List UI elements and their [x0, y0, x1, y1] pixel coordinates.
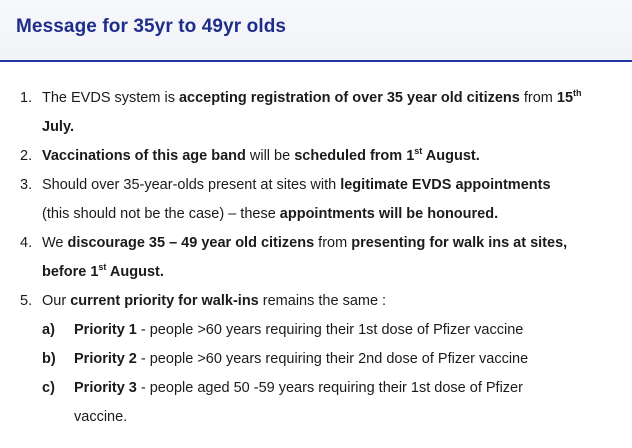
sub-letter: c) — [42, 380, 55, 396]
item-bold-text: appointments will be honoured. — [279, 206, 499, 222]
slide-title: Message for 35yr to 49yr olds — [16, 16, 287, 37]
item-bold-text: July. — [42, 119, 74, 135]
item-bold-text: August. — [422, 148, 480, 164]
list-number: 5. — [20, 293, 33, 309]
priority-text: - people >60 years requiring their 1st dose of Pfizer vaccine — [136, 322, 524, 338]
item-text: from — [519, 90, 557, 106]
item-bold-text: before 1 — [42, 264, 99, 280]
list-number: 4. — [20, 235, 33, 251]
ordinal-suffix: st — [98, 262, 107, 272]
ordinal-suffix: th — [573, 88, 582, 98]
list-number: 2. — [20, 148, 33, 164]
list-number: 3. — [20, 177, 33, 193]
item-text: will be — [245, 148, 295, 164]
item-bold-text: presenting for walk ins at sites, — [351, 235, 568, 251]
item-bold-text: scheduled from 1 — [294, 148, 415, 164]
item-text: remains the same : — [258, 293, 387, 309]
item-bold-text: Vaccinations of this age band — [42, 148, 246, 164]
item-text: Should over 35-year-olds present at sites with — [42, 177, 341, 193]
slide-header — [0, 0, 632, 62]
list-item-5 — [0, 287, 632, 316]
item-text: Our — [42, 293, 71, 309]
item-bold-text: 15 — [556, 90, 574, 106]
ordinal-suffix: st — [414, 146, 423, 156]
item-text: The EVDS system is — [42, 90, 179, 106]
header-divider — [0, 60, 632, 62]
priority-label: Priority 2 — [74, 351, 137, 367]
item-bold-text: current priority for walk-ins — [70, 293, 259, 309]
priority-text: - people aged 50 -59 years requiring their 1st dose of Pfizer — [136, 380, 523, 396]
item-text: (this should not be the case) – these — [42, 206, 280, 222]
item-bold-text: discourage 35 – 49 year old citizens — [67, 235, 315, 251]
priority-item-1 — [0, 316, 632, 345]
list-item-3 — [0, 171, 632, 229]
priority-item-2 — [0, 345, 632, 374]
message-list — [0, 84, 632, 432]
sub-letter: b) — [42, 351, 56, 367]
list-number: 1. — [20, 90, 33, 106]
item-bold-text: legitimate EVDS appointments — [340, 177, 551, 193]
item-bold-text: August. — [106, 264, 164, 280]
list-item-2 — [0, 142, 632, 171]
priority-label: Priority 3 — [74, 380, 137, 396]
list-item-1 — [0, 84, 632, 142]
priority-label: Priority 1 — [74, 322, 137, 338]
priority-text: - people >60 years requiring their 2nd dose of Pfizer vaccine — [136, 351, 529, 367]
priority-item-3 — [0, 374, 632, 432]
item-text: We — [42, 235, 68, 251]
sub-letter: a) — [42, 322, 55, 338]
item-bold-text: accepting registration of over 35 year old citizens — [178, 90, 520, 106]
item-text: from — [314, 235, 352, 251]
priority-text: vaccine. — [74, 409, 128, 425]
list-item-4 — [0, 229, 632, 287]
